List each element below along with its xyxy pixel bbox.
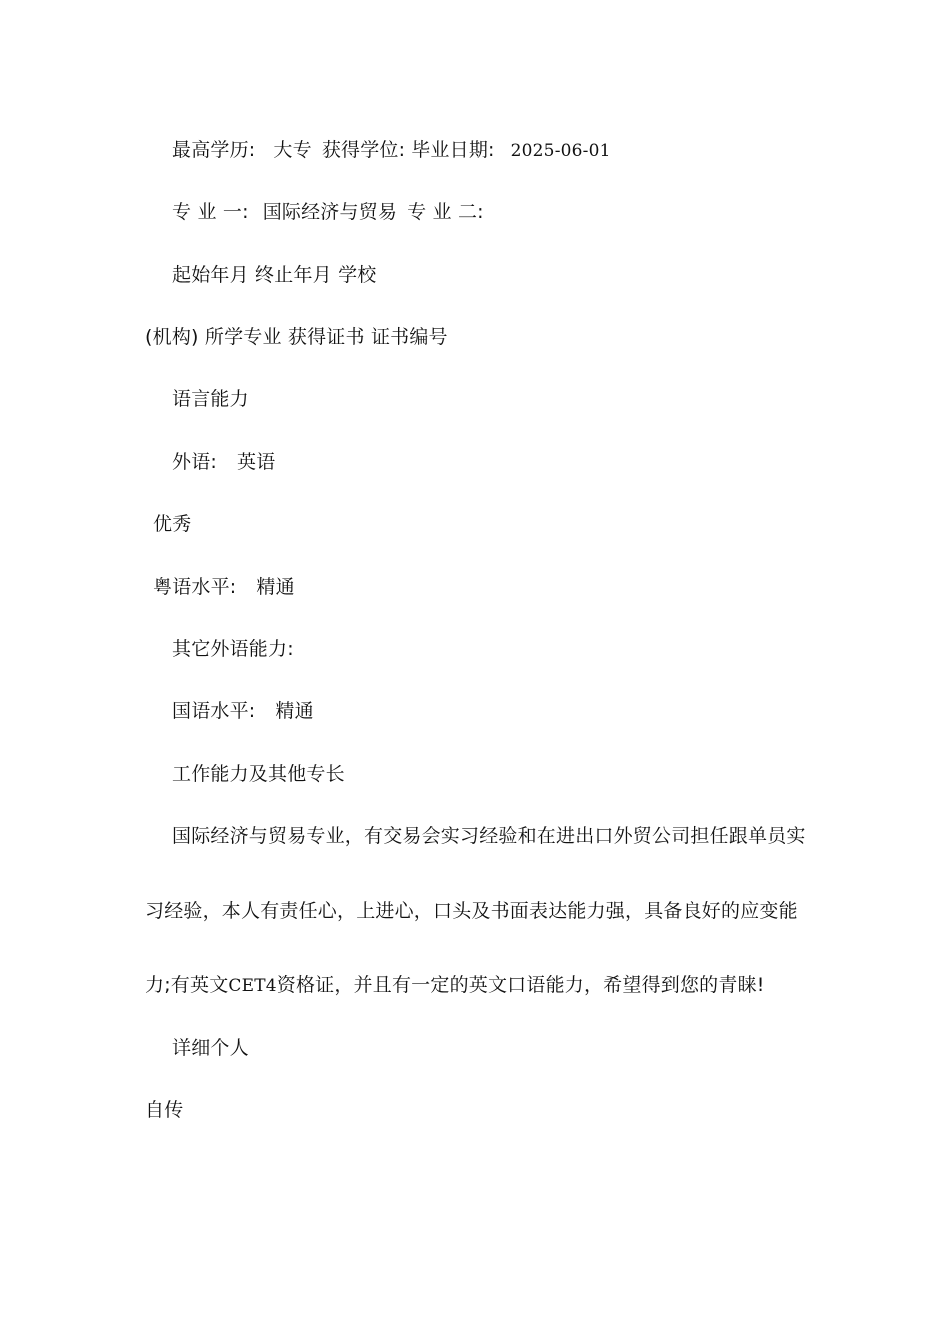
training-header-line1: 起始年月 终止年月 学校 xyxy=(172,264,377,286)
major-row xyxy=(172,200,484,224)
foreign-language-value: 英语 xyxy=(237,451,276,473)
skills-paragraph-line3 xyxy=(145,973,765,998)
highest-education-label: 最高学历: xyxy=(172,139,256,161)
other-language-label: 其它外语能力: xyxy=(172,638,294,660)
highest-education-value: 大专 xyxy=(273,139,312,161)
skills-paragraph-line1: 国际经济与贸易专业，有交易会实习经验和在进出口外贸公司担任跟单员实 xyxy=(172,825,806,847)
graduation-date-label: 毕业日期: xyxy=(411,139,495,161)
bio-title-line2: 自传 xyxy=(145,1099,184,1121)
major-one-value: 国际经济与贸易 xyxy=(262,201,398,223)
education-row xyxy=(172,138,611,163)
mandarin-label: 国语水平: xyxy=(172,700,256,722)
cantonese-label: 粤语水平: xyxy=(153,576,237,598)
degree-label: 获得学位: xyxy=(321,139,406,161)
bio-title-line1: 详细个人 xyxy=(172,1037,249,1059)
mandarin-row xyxy=(172,699,314,723)
major-one-label: 专 业 一: xyxy=(172,201,249,223)
skills-section-title: 工作能力及其他专长 xyxy=(172,763,345,785)
training-header-line2: (机构) 所学专业 获得证书 证书编号 xyxy=(145,326,448,348)
skills-paragraph-line3-start: 力;有英文 xyxy=(145,974,229,996)
mandarin-value: 精通 xyxy=(275,700,314,722)
cantonese-value: 精通 xyxy=(256,576,295,598)
skills-paragraph-line2: 习经验，本人有责任心，上进心，口头及书面表达能力强，具备良好的应变能 xyxy=(145,900,798,922)
foreign-language-label: 外语: xyxy=(172,451,218,473)
major-two-label: 专 业 二: xyxy=(407,201,484,223)
foreign-language-row xyxy=(172,450,275,474)
cet4-text: CET4 xyxy=(228,976,277,996)
language-section-title: 语言能力 xyxy=(172,388,249,410)
foreign-language-level: 优秀 xyxy=(153,513,192,535)
skills-paragraph-line3-end: 资格证，并且有一定的英文口语能力，希望得到您的青睐! xyxy=(276,974,765,996)
cantonese-row xyxy=(153,575,295,599)
graduation-date-value: 2025-06-01 xyxy=(510,141,611,161)
